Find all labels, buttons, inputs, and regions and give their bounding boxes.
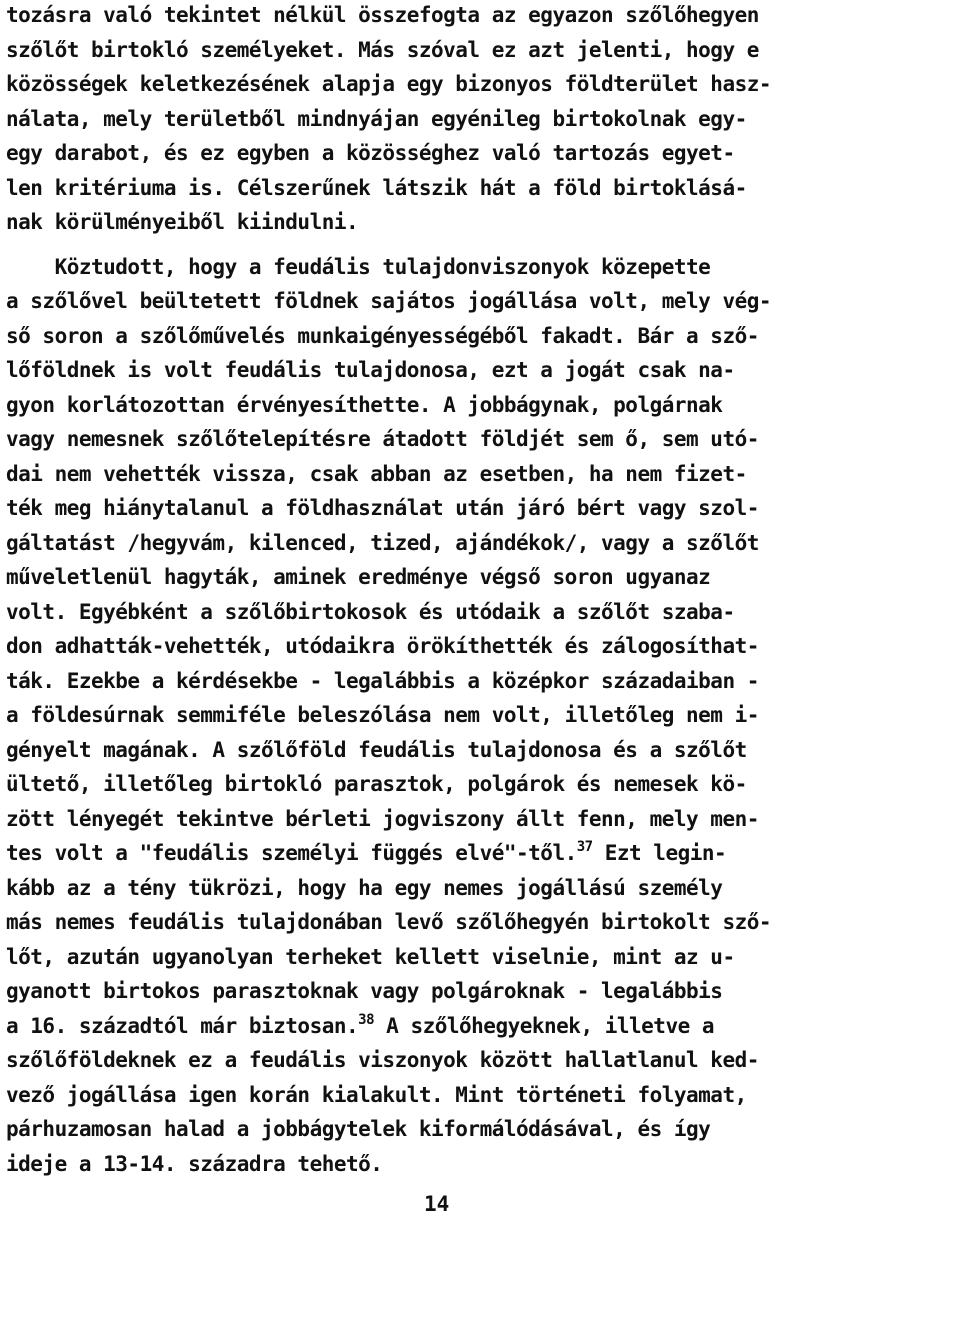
text-line: tes volt a "feudális személyi függés elvé"-től.$^{37}$ Ezt legin- [6, 839, 727, 865]
text-line: dai nem vehették vissza, csak abban az esetben, ha nem fizet- [6, 461, 747, 486]
text-line: ták. Ezekbe a kérdésekbe - legalábbis a középkor századaiban - [6, 668, 759, 693]
text-line: don adhatták-vehették, utódaikra örökíthették és zálogosíthat- [6, 634, 759, 658]
text-line: szőlőt birtokló személyeket. Más szóval ez azt jelenti, hogy e [6, 37, 759, 62]
text-line: lőt, azután ugyanolyan terheket kellett viselnie, mint az u- [6, 944, 735, 969]
text-line: a 16. századtól már biztosan.$^{38}$ A szőlőhegyeknek, illetve a [6, 1011, 715, 1038]
text-line: gyon korlátozottan érvényesíthette. A jobbágynak, polgárnak [6, 392, 723, 417]
text-line: nálata, mely területből mindnyájan egyénileg birtokolnak egy- [6, 106, 747, 131]
text-line: zött lényegét tekintve bérleti jogviszony állt fenn, mely men- [6, 806, 759, 831]
text-line: ideje a 13-14. századra tehető. [6, 1151, 383, 1176]
text-line: Köztudott, hogy a feudális tulajdonviszonyok közepette [6, 254, 711, 279]
text-line: lőföldnek is volt feudális tulajdonosa, ezt a jogát csak na- [6, 358, 735, 382]
text-line: tozásra való tekintet nélkül összefogta az egyazon szőlőhegyen [6, 3, 759, 27]
text-line: ső soron a szőlőművelés munkaigényességéből fakadt. Bár a sző- [6, 323, 759, 348]
text-line: vagy nemesnek szőlőtelepítésre átadott földjét sem ő, sem utó- [6, 427, 759, 451]
text-line: gényelt magának. A szőlőföld feudális tulajdonosa és a szőlőt [6, 737, 747, 762]
text-line: gáltatást /hegyvám, kilenced, tized, ajándékok/, vagy a szőlőt [6, 530, 759, 555]
text-line: ültető, illetőleg birtokló parasztok, polgárok és nemesek kö- [6, 772, 747, 796]
text-line: párhuzamosan halad a jobbágytelek kiformálódásával, és így [6, 1117, 711, 1141]
text-line: a földesúrnak semmiféle beleszólása nem volt, illetőleg nem i- [6, 703, 759, 727]
text-line: gyanott birtokos parasztoknak vagy polgároknak - legalábbis [6, 979, 723, 1003]
footnote-reference: 38 [358, 1011, 375, 1028]
text-line: len kritériuma is. Célszerűnek látszik hát a föld birtoklásá- [6, 175, 747, 200]
footnote-reference: 37 [576, 839, 593, 855]
text-line: kább az a tény tükrözi, hogy ha egy nemes jogállású személy [6, 875, 723, 900]
text-line: ték meg hiánytalanul a földhasználat után járó bért vagy szol- [6, 496, 759, 520]
text-line: a szőlővel beültetett földnek sajátos jogállása volt, mely vég- [6, 289, 772, 313]
text-line: volt. Egyébként a szőlőbirtokosok és utódaik a szőlőt szaba- [6, 599, 735, 624]
text-line: műveletlenül hagyták, aminek eredménye végső soron ugyanaz [6, 565, 711, 589]
text-line: egy darabot, és ez egyben a közösséghez való tartozás egyet- [6, 141, 735, 165]
text-line: közösségek keletkezésének alapja egy bizonyos földterület hasz- [6, 72, 772, 96]
text-line: nak körülményeiből kiindulni. [6, 210, 359, 234]
text-line: más nemes feudális tulajdonában levő szőlőhegyén birtokolt sző- [6, 910, 772, 934]
text-line: vező jogállása igen korán kialakult. Mint történeti folyamat, [6, 1082, 747, 1107]
text-line: szőlőföldeknek ez a feudális viszonyok között hallatlanul ked- [6, 1048, 759, 1072]
page-number: 14 [424, 1192, 450, 1216]
